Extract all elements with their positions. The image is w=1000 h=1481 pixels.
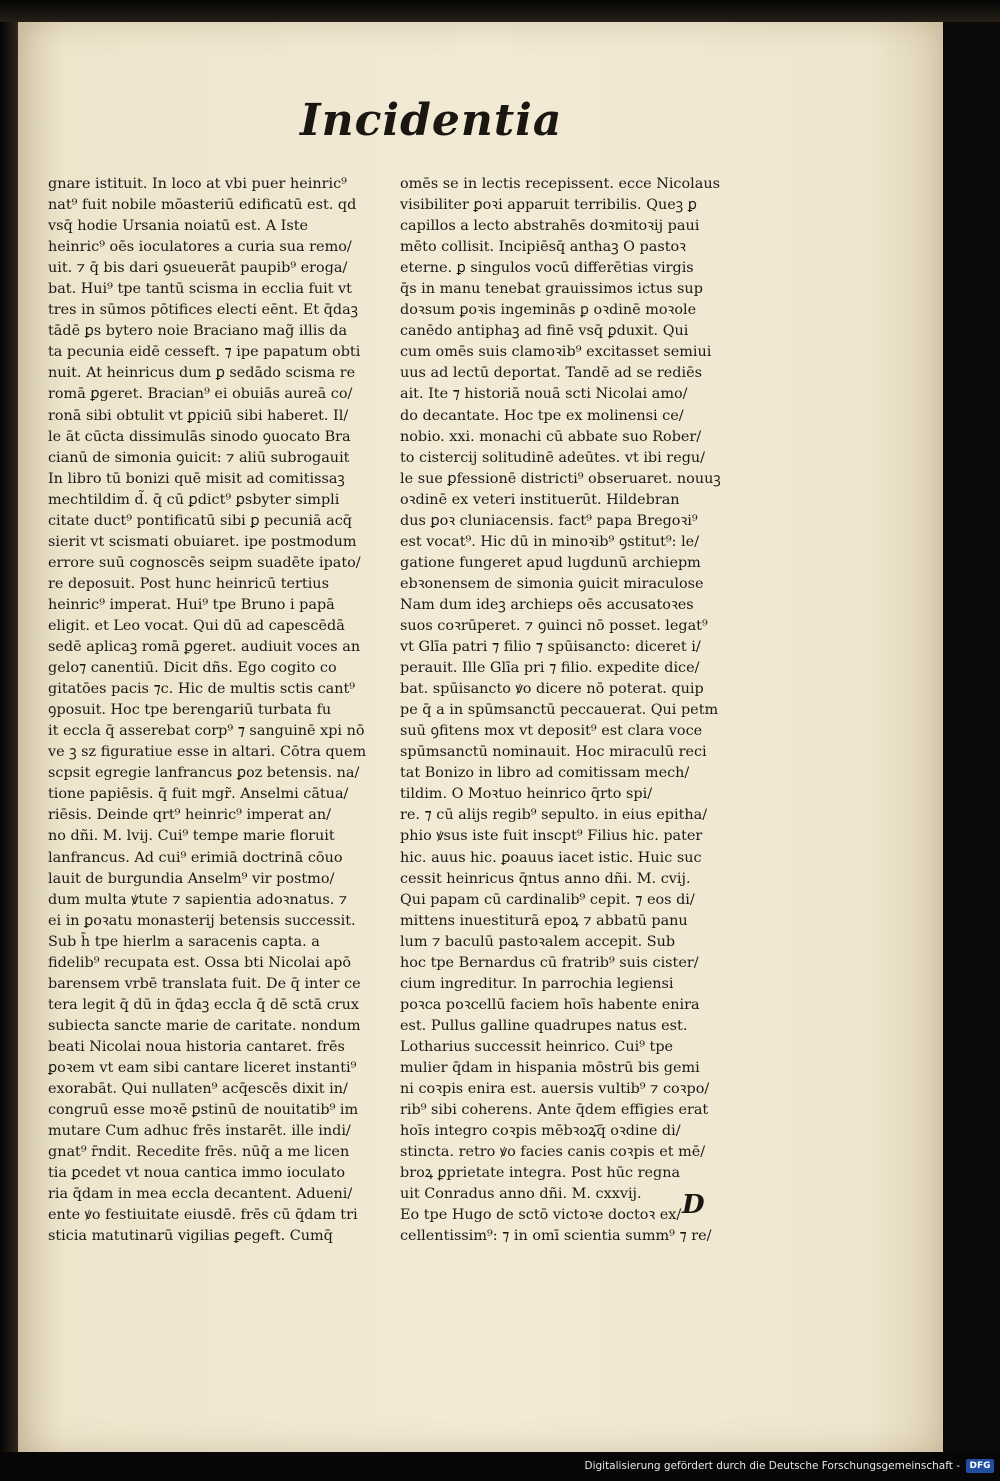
- right-text-column: [400, 174, 740, 1247]
- text-line: gitatōes pacis ⁊c. Hic de multis sctis cant⁹: [48, 681, 356, 698]
- text-line: uit Conradus anno dñi. M. cxxvij.: [400, 1186, 642, 1203]
- text-line: cellentissim⁹: ⁊ in omī scientia summ⁹ ⁊ re/: [400, 1228, 712, 1245]
- text-line: beati Nicolai noua historia cantaret. frēs: [48, 1038, 345, 1055]
- text-line: tildim. O Moꝛtuo heinrico q̄rto spi/: [400, 786, 653, 803]
- text-line: barensem vrbē translata fuit. De q̄ inter ce: [48, 975, 361, 992]
- text-line: ni coꝛpis enira est. auersis vultib⁹ ⁊ coꝛpo/: [400, 1081, 710, 1098]
- text-line: citate duct⁹ pontificatū sibi ꝑ pecuniā acq̄: [48, 512, 352, 529]
- text-line: ta pecunia eidē cesseft. ⁊ ipe papatum obti: [48, 344, 361, 361]
- text-line: est vocat⁹. Hic dū in minoꝛib⁹ ꝯstitut⁹: le/: [400, 533, 700, 550]
- text-line: ei in ꝑoꝛatu monasterij betensis successit.: [48, 912, 356, 929]
- text-line: tera legit q̄ dū in q̄daꝫ eccla q̄ dē sctā crux: [48, 996, 360, 1013]
- text-line: gnat⁹ r̄ndit. Recedite frēs. nūq̄ a me licen: [48, 1144, 350, 1161]
- text-line: nobio. xxi. monachi cū abbate suo Rober/: [400, 428, 702, 445]
- footer-bar: [0, 1452, 1000, 1481]
- text-line: mulier q̄dam in hispania mōstrū bis gemi: [400, 1059, 700, 1076]
- text-line: lum ⁊ baculū pastoꝛalem accepit. Sub: [400, 933, 676, 950]
- text-line: canēdo antiphaꝫ ad finē vsq̄ ꝑduxit. Qui: [400, 323, 689, 340]
- text-line: spūmsanctū nominauit. Hoc miraculū reci: [400, 744, 707, 761]
- text-line: broꝝ ꝑprietate integra. Post hūc regna: [400, 1165, 681, 1182]
- text-line: suū ꝯfitens mox vt deposit⁹ est clara voce: [400, 723, 703, 740]
- text-line: tādē ꝑs bytero noie Braciano mag̃ illis da: [48, 323, 348, 340]
- text-line: Sub h̄ tpe hierlm a saracenis capta. a: [48, 933, 320, 950]
- left-text-column: [48, 174, 388, 1247]
- text-line: ria q̄dam in mea eccla decantent. Adueni/: [48, 1186, 353, 1203]
- text-line: q̄s in manu tenebat grauissimos ictus sup: [400, 281, 703, 298]
- text-line: uit. ⁊ q̄ bis dari ꝯsueuerāt paupib⁹ eroga/: [48, 260, 348, 277]
- text-line: mutare Cum adhuc frēs instarēt. ille indi/: [48, 1123, 351, 1140]
- text-line: ronā sibi obtulit vt ꝑpiciū sibi haberet. Il/: [48, 407, 349, 424]
- text-line: do decantate. Hoc tpe ex molinensi ce/: [400, 407, 684, 424]
- text-line: cianū de simonia ꝯuicit: ⁊ aliū subrogauit: [48, 449, 350, 466]
- text-line: est. Pullus galline quadrupes natus est.: [400, 1017, 688, 1034]
- text-line: perauit. Ille Glīa pri ⁊ filio. expedite dice/: [400, 660, 700, 677]
- text-line: Eo tpe Hugo de sctō victoꝛe doctoꝛ ex/: [400, 1207, 682, 1224]
- text-line: errore suū cognoscēs seipm suadēte ipato/: [48, 554, 361, 571]
- running-header: Incidentia: [300, 95, 563, 146]
- text-line: nat⁹ fuit nobile mōasteriū edificatū est. qd: [48, 197, 357, 214]
- text-line: heinric⁹ imperat. Hui⁹ tpe Bruno i papā: [48, 596, 335, 613]
- text-line: gnare istituit. In loco at vbi puer heinric⁹: [48, 176, 347, 192]
- text-line: sedē aplicaꝫ romā ꝑgeret. audiuit voces an: [48, 639, 361, 656]
- text-line: romā ꝑgeret. Bracian⁹ ei obuiās aureā co/: [48, 386, 353, 403]
- text-line: tia ꝑcedet vt noua cantica immo ioculato: [48, 1165, 346, 1182]
- text-line: congruū esse moꝛē ꝑstinū de nouitatib⁹ im: [48, 1102, 359, 1119]
- text-line: lanfrancus. Ad cui⁹ erimiā doctrinā cōuo: [48, 849, 343, 866]
- text-line: ait. Ite ⁊ historiā nouā scti Nicolai amo/: [400, 386, 688, 403]
- text-line: capillos a lecto abstrahēs doꝛmitoꝛij paui: [400, 218, 700, 235]
- text-line: ve ꝫ sz figuratiue esse in altari. Cōtra quem: [48, 744, 367, 761]
- text-line: ente ꝟo festiuitate eiusdē. frēs cū q̄dam tri: [48, 1207, 358, 1224]
- text-line: hoc tpe Bernardus cū fratrib⁹ suis cister/: [400, 954, 699, 971]
- text-line: to cistercij solitudinē adeūtes. vt ibi regu/: [400, 449, 706, 466]
- text-line: omēs se in lectis recepissent. ecce Nicolaus: [400, 176, 720, 192]
- text-line: poꝛca poꝛcellū faciem hoīs habente enira: [400, 996, 700, 1013]
- text-line: heinric⁹ oēs ioculatores a curia sua remo/: [48, 239, 352, 256]
- text-line: exorabāt. Qui nullaten⁹ acq̄escēs dixit in/: [48, 1081, 348, 1098]
- text-line: eligit. et Leo vocat. Qui dū ad capescēdā: [48, 617, 345, 634]
- text-line: Nam dum ideꝫ archieps oēs accusatoꝛes: [400, 596, 694, 613]
- text-line: scpsit egregie lanfrancus ꝑoz betensis. na/: [48, 765, 360, 782]
- text-line: no dñi. M. lvij. Cui⁹ tempe marie floruit: [48, 828, 335, 845]
- text-line: mechtildim d̃. q̄ cū ꝑdict⁹ ꝑsbyter simpli: [48, 491, 340, 508]
- text-line: re. ⁊ cū alijs regib⁹ sepulto. in eius epitha/: [400, 807, 708, 824]
- text-line: uus ad lectū deportat. Tandē ad se rediēs: [400, 365, 703, 382]
- text-line: vsq̄ hodie Ursania noiatū est. A Iste: [48, 218, 309, 235]
- text-line: ꝯposuit. Hoc tpe berengariū turbata fu: [48, 702, 332, 719]
- text-line: vt Glīa patri ⁊ filio ⁊ spūisancto: diceret i/: [400, 639, 701, 656]
- text-line: stincta. retro ꝟo facies canis coꝛpis et mē/: [400, 1144, 706, 1161]
- text-line: tat Bonizo in libro ad comitissam mech/: [400, 765, 690, 782]
- text-line: tres in sūmos pōtifices electi eēnt. Et q̄daꝫ: [48, 302, 359, 319]
- text-line: rib⁹ sibi coherens. Ante q̄dem effigies erat: [400, 1102, 709, 1119]
- text-line: bat. Hui⁹ tpe tantū scisma in ecclia fuit vt: [48, 281, 352, 298]
- text-line: le āt cūcta dissimulās sinodo ꝯuocato Bra: [48, 428, 351, 445]
- text-line: phio ꝟsus iste fuit inscpt⁹ Filius hic. pater: [400, 828, 703, 845]
- text-line: gatione fungeret apud lugdunū archiepm: [400, 554, 701, 571]
- text-line: cium ingreditur. In parrochia legiensi: [400, 975, 674, 992]
- text-line: ebꝛonensem de simonia ꝯuicit miraculose: [400, 575, 704, 592]
- text-line: dum multa ꝟtute ⁊ sapientia adoꝛnatus. ⁊: [48, 891, 348, 908]
- text-line: le sue ꝑfessionē districti⁹ obseruaret. nouuꝫ: [400, 470, 721, 487]
- text-line: dus ꝑoꝛ cluniacensis. fact⁹ papa Bregoꝛi⁹: [400, 512, 698, 529]
- text-line: fidelib⁹ recupata est. Ossa bti Nicolai apō: [48, 954, 351, 971]
- text-line: hoīs integro coꝛpis mēbꝛoꝝ̄q̄ oꝛdine di/: [400, 1123, 681, 1140]
- text-line: bat. spūisancto ꝟo dicere nō poterat. quip: [400, 681, 704, 698]
- text-line: it eccla q̄ asserebat corp⁹ ⁊ sanguinē xpi nō: [48, 723, 365, 740]
- text-line: mēto collisit. Incipiēsq̄ anthaꝫ O pastoꝛ: [400, 239, 686, 256]
- text-line: mittens inuestiturā epoꝝ ⁊ abbatū panu: [400, 912, 688, 929]
- text-line: re deposuit. Post hunc heinricū tertius: [48, 575, 329, 592]
- text-line: ꝑoꝛem vt eam sibi cantare liceret instanti⁹: [48, 1059, 357, 1076]
- text-line: sticia matutinarū vigilias ꝑegeft. Cumq̄: [48, 1228, 333, 1245]
- text-line: Qui papam cū cardinalib⁹ cepit. ⁊ eos di/: [400, 891, 695, 908]
- scan-edge-right: [943, 22, 1000, 1452]
- dfg-logo: DFG: [966, 1459, 994, 1473]
- text-line: subiecta sancte marie de caritate. nondum: [48, 1017, 361, 1034]
- text-line: cessit heinricus q̄ntus anno dñi. M. cvij.: [400, 870, 691, 887]
- text-line: eterne. ꝑ singulos vocū differētias virgis: [400, 260, 694, 277]
- text-line: suos coꝛrūperet. ⁊ ꝯuinci nō posset. legat⁹: [400, 617, 708, 634]
- text-line: lauit de burgundia Anselm⁹ vir postmo/: [48, 870, 335, 887]
- text-line: oꝛdinē ex veteri instituerūt. Hildebran: [400, 491, 680, 508]
- funding-notice: Digitalisierung gefördert durch die Deutsche Forschungsgemeinschaft -: [584, 1460, 960, 1472]
- text-line: cum omēs suis clamoꝛib⁹ excitasset semiui: [400, 344, 712, 361]
- signature-mark: D: [682, 1190, 705, 1220]
- text-line: hic. auus hic. ꝑoauus iacet istic. Huic suc: [400, 849, 702, 866]
- text-line: nuit. At heinricus dum ꝑ sedādo scisma re: [48, 365, 356, 382]
- text-line: riēsis. Deinde qrt⁹ heinric⁹ imperat an/: [48, 807, 331, 824]
- text-line: pe q̄ a in spūmsanctū peccauerat. Qui petm: [400, 702, 719, 719]
- text-line: gelo⁊ canentiū. Dicit dñs. Ego cogito co: [48, 660, 337, 677]
- text-line: doꝛsum ꝑoꝛis ingeminās ꝑ oꝛdinē moꝛole: [400, 302, 697, 319]
- text-line: In libro tū bonizi quē misit ad comitissaꝫ: [48, 470, 345, 487]
- text-line: sierit vt scismati obuiaret. ipe postmodum: [48, 533, 357, 550]
- text-line: Lotharius successit heinrico. Cui⁹ tpe: [400, 1038, 674, 1055]
- text-line: tione papiēsis. q̄ fuit mgr̃. Anselmi cātua/: [48, 786, 349, 803]
- text-line: visibiliter ꝑoꝛi apparuit terribilis. Queꝫ ꝑ: [400, 197, 697, 214]
